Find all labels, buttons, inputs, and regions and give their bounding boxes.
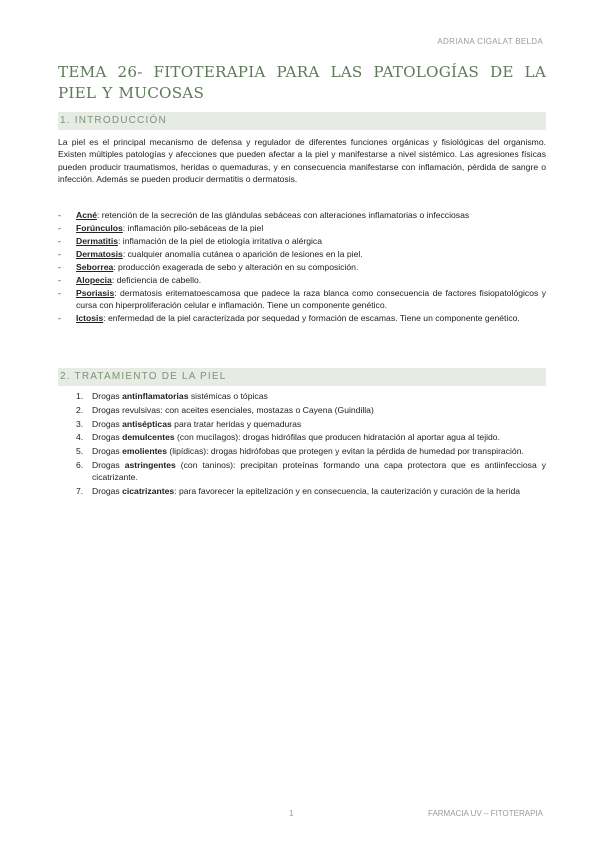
list-dash: - [58, 262, 61, 272]
treatment-item [58, 390, 546, 402]
treatment-text: Drogas [92, 391, 123, 401]
treatment-keyword: cicatrizantes [122, 486, 175, 497]
condition-item [58, 222, 546, 234]
treatment-detail: (lipídicas): drogas hidrófobas que protegen y evitan la pérdida de humedad por transpiración. [167, 446, 524, 457]
treatment-number: 1. [76, 391, 84, 401]
condition-item [58, 274, 546, 286]
header-author: ADRIANA CIGALAT BELDA [437, 37, 543, 46]
list-dash: - [58, 249, 61, 259]
condition-item [58, 287, 546, 312]
treatment-keyword: antinflamatorias [122, 391, 189, 401]
condition-description: : inflamación de la piel de etiología irritativa o alérgica [118, 236, 323, 246]
treatment-number: 4. [76, 432, 84, 443]
treatment-number: 5. [76, 446, 84, 457]
list-dash: - [58, 288, 61, 298]
treatment-keyword: astringentes [124, 459, 176, 470]
treatment-keyword: antisépticas [122, 418, 172, 429]
condition-description: : inflamación pilo-sebáceas de la piel [122, 223, 264, 233]
footer-course: FARMACIA UV – FITOTERAPIA [428, 809, 543, 818]
treatment-text: Drogas [92, 486, 123, 497]
condition-term: Dermatitis [76, 236, 119, 246]
condition-term: Acné [76, 210, 98, 220]
condition-description: : enfermedad de la piel caracterizada por sequedad y formación de escamas. Tiene un componente genético. [103, 313, 520, 324]
treatment-number: 7. [76, 486, 84, 497]
treatment-keyword: emolientes [122, 446, 167, 457]
treatment-item [58, 485, 546, 497]
treatment-item [58, 418, 546, 430]
list-dash: - [58, 223, 61, 233]
section-heading-tratamiento: 2. TRATAMIENTO DE LA PIEL [58, 368, 546, 386]
treatment-number: 3. [76, 418, 84, 429]
treatment-detail: para tratar heridas y quemaduras [171, 418, 302, 429]
treatment-item [58, 431, 546, 443]
treatment-list [58, 390, 546, 499]
treatment-item [58, 459, 546, 484]
page-number: 1 [289, 809, 294, 818]
condition-term: Psoriasis [76, 288, 115, 298]
condition-description: : cualquier anomalía cutánea o aparición de lesiones en la piel. [122, 249, 363, 259]
treatment-text: Drogas [92, 418, 123, 429]
condition-term: Alopecia [76, 275, 112, 285]
intro-paragraph: La piel es el principal mecanismo de defensa y regulador de diferentes funciones orgánicas y fisiológicas del organismo. Existen múltiples patologías y afecciones que pueden afectar a la piel y manifestarse a nivel sistémico. Las agresiones físicas pueden producir traumatismos, heridas o quemaduras, y en consecuencia manifestarse con inflamación, pérdida de sangre o infección. Además se pueden producir dermatitis o dermatosis. [58, 137, 546, 185]
condition-item [58, 248, 546, 260]
condition-term: Forúnculos [76, 223, 123, 233]
treatment-detail: : para favorecer la epitelización y en consecuencia, la cauterización y curación de la herida [174, 486, 521, 497]
condition-description: : deficiencia de cabello. [111, 275, 202, 285]
condition-term: Ictosis [76, 313, 104, 324]
condition-item [58, 209, 546, 221]
condition-item [58, 235, 546, 247]
treatment-number: 6. [76, 459, 84, 470]
condition-item [58, 312, 546, 324]
treatment-text: Drogas [92, 446, 123, 457]
condition-description: : dermatosis eritematoescamosa que padece la raza blanca como consecuencia de factores fisiopatológicos y cursa con hiperproliferación celular e inflamación. Tiene un componente genético. [76, 288, 546, 311]
list-dash: - [58, 313, 61, 324]
list-dash: - [58, 210, 61, 220]
condition-term: Dermatosis [76, 249, 123, 259]
list-dash: - [58, 236, 61, 246]
condition-description: : retención de la secreción de las glándulas sebáceas con alteraciones inflamatorias o infecciosas [97, 210, 470, 220]
condition-description: : producción exagerada de sebo y alteración en su composición. [113, 262, 359, 272]
treatment-number: 2. [76, 404, 84, 415]
treatment-detail: (con taninos): precipitan proteínas formando una capa protectora que es antiinfecciosa y cicatrizante. [92, 459, 546, 483]
condition-term: Seborrea [76, 262, 114, 272]
treatment-item [58, 404, 546, 416]
treatment-text: Drogas [92, 432, 123, 443]
document-title: TEMA 26- FITOTERAPIA PARA LAS PATOLOGÍAS DE LA PIEL Y MUCOSAS [58, 63, 546, 102]
treatment-detail: (con mucílagos): drogas hidrófilas que producen hidratación al aportar agua al tejido. [174, 432, 500, 443]
section-heading-introduccion: 1. INTRODUCCIÓN [58, 112, 546, 130]
treatment-detail: sistémicas o tópicas [188, 391, 268, 401]
condition-definition-list [58, 209, 546, 325]
condition-item [58, 261, 546, 273]
treatment-item [58, 445, 546, 457]
treatment-keyword: demulcentes [122, 432, 175, 443]
list-dash: - [58, 275, 61, 285]
treatment-text: Drogas revulsivas: con aceites esenciales, mostazas o Cayena (Guindilla) [92, 404, 374, 415]
treatment-text: Drogas [92, 459, 125, 470]
